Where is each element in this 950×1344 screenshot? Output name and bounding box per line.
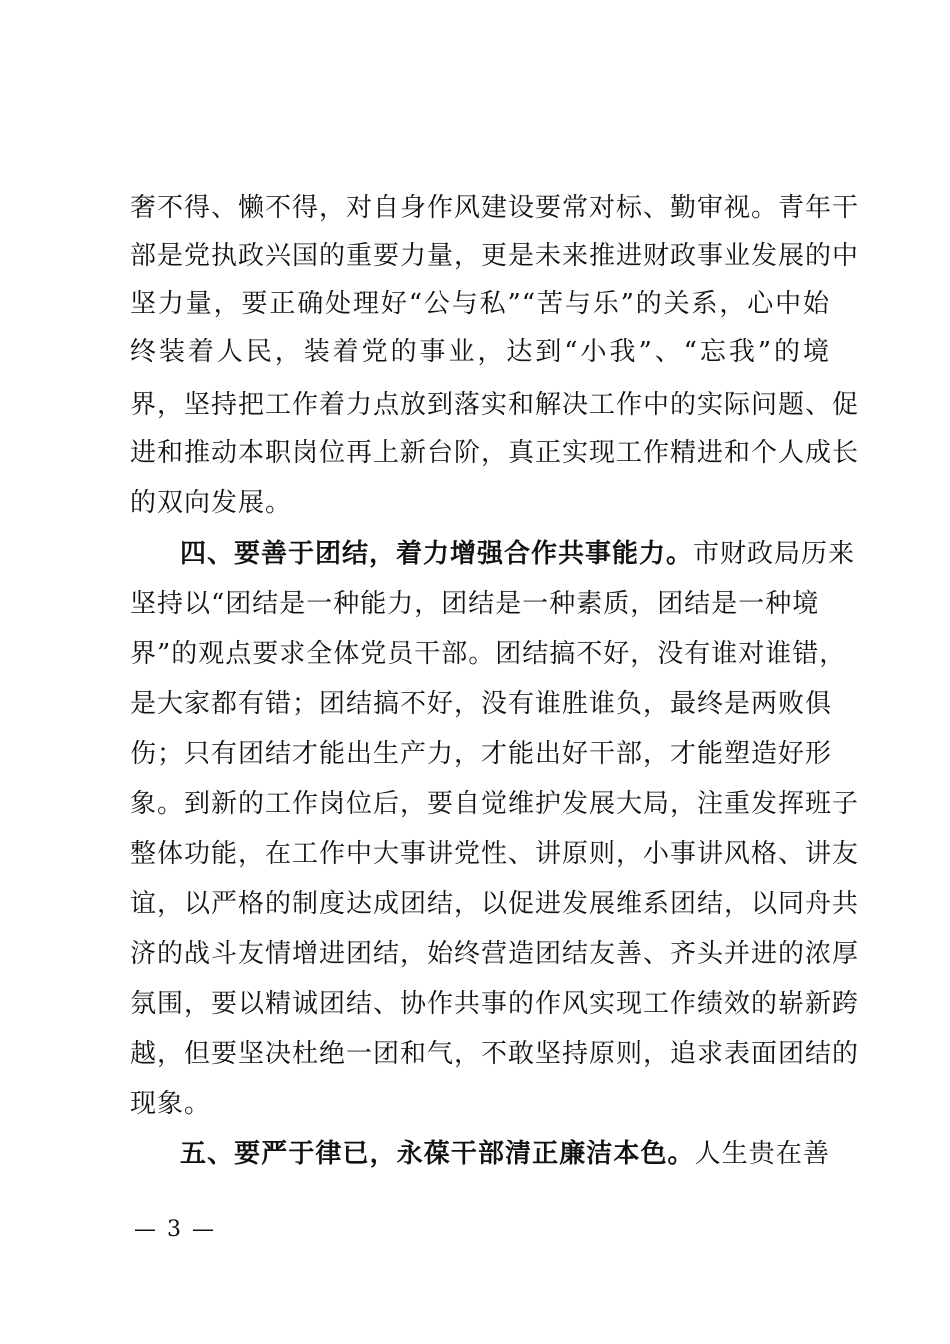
- section-text: 市财政局历来: [693, 539, 856, 569]
- text-line: 济的战斗友情增进团结，始终营造团结友善、齐头并进的浓厚: [130, 939, 860, 969]
- section-text: 人生贵在善: [694, 1139, 830, 1169]
- text-line: 的双向发展。: [130, 488, 293, 518]
- text-line: 整体功能，在工作中大事讲党性、讲原则，小事讲风格、讲友: [130, 839, 860, 869]
- text-line: 进和推动本职岗位再上新台阶，真正实现工作精进和个人成长: [130, 438, 860, 468]
- section-heading: 五、要严于律已，永葆干部清正廉洁本色。: [180, 1139, 695, 1169]
- section-heading: 四、要善于团结，着力增强合作共事能力。: [180, 539, 694, 569]
- section-heading-line: [180, 1134, 830, 1174]
- text-line: 坚持以“团结是一种能力，团结是一种素质，团结是一种境: [130, 589, 820, 619]
- text-line: 界”的观点要求全体党员干部。团结搞不好，没有谁对谁错，: [130, 639, 847, 669]
- text-line: 氛围，要以精诚团结、协作共事的作风实现工作绩效的崭新跨: [130, 989, 860, 1019]
- text-line: 伤；只有团结才能出生产力，才能出好干部，才能塑造好形: [130, 739, 833, 769]
- page-number: — 3 —: [134, 1217, 216, 1242]
- text-line: 终装着人民，装着党的事业，达到“小我”、“忘我”的境: [130, 337, 830, 367]
- section-heading-line: [180, 534, 856, 574]
- text-line: 是大家都有错；团结搞不好，没有谁胜谁负，最终是两败俱: [130, 689, 833, 719]
- text-line: 界，坚持把工作着力点放到落实和解决工作中的实际问题、促: [130, 390, 860, 420]
- text-line: 部是党执政兴国的重要力量，更是未来推进财政事业发展的中: [130, 241, 860, 271]
- text-line: 越，但要坚决杜绝一团和气，不敢坚持原则，追求表面团结的: [130, 1039, 860, 1069]
- text-line: 坚力量，要正确处理好“公与私”“苦与乐”的关系，心中始: [130, 289, 830, 319]
- text-line: 象。到新的工作岗位后，要自觉维护发展大局，注重发挥班子: [130, 789, 860, 819]
- text-line: 现象。: [130, 1089, 212, 1119]
- text-line: 奢不得、懒不得，对自身作风建设要常对标、勤审视。青年干: [130, 193, 860, 223]
- text-line: 谊，以严格的制度达成团结，以促进发展维系团结，以同舟共: [130, 889, 860, 919]
